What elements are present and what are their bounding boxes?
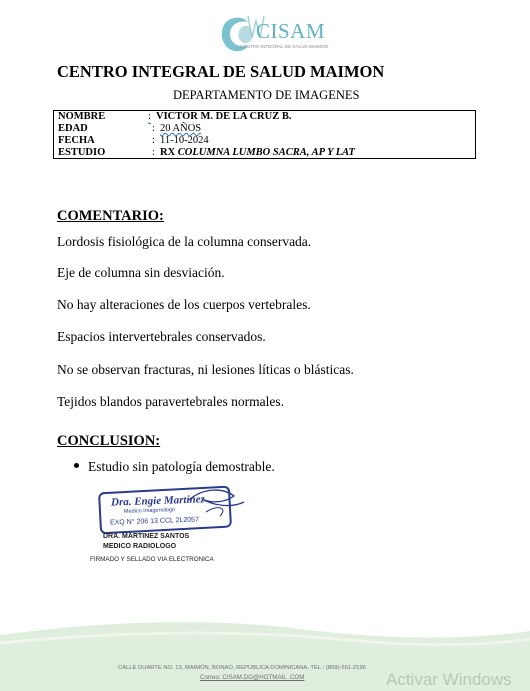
department-name: DEPARTAMENTO DE IMAGENES (173, 88, 360, 102)
comentario-line: No se observan fracturas, ni lesiones líticas o blásticas. (57, 362, 354, 377)
estudio-value: COLUMNA LUMBO SACRA, AP Y LAT (177, 147, 355, 158)
doctor-name: DRA. MARTINEZ SANTOS (103, 533, 190, 540)
comentario-line: No hay alteraciones de los cuerpos vertebrales. (57, 297, 311, 312)
estudio-prefix: RX (160, 147, 176, 158)
patient-info-box (53, 110, 476, 159)
stamp-name: Dra. Engie Martinez (110, 493, 206, 509)
bullet-icon (74, 463, 79, 468)
activation-watermark: Activar Windows (386, 670, 512, 689)
doctor-title: MEDICO RADIOLOGO (103, 543, 177, 550)
fecha-colon: : (152, 135, 155, 146)
stamp-role: Medico Imagenologo (123, 507, 176, 515)
fecha-label: FECHA (58, 135, 95, 146)
footer-email: Correo: CISAM.DO@HOTMAIL .COM (200, 674, 305, 681)
estudio-value-group (160, 147, 355, 159)
center-name: CENTRO INTEGRAL DE SALUD MAIMON (57, 62, 385, 81)
logo-title: CISAM (256, 19, 326, 43)
edad-label: EDAD (58, 123, 88, 134)
stamp-registration: EXQ N° 206 13 CCL 2L2057 (109, 516, 200, 527)
comentario-line: Eje de columna sin desviación. (57, 265, 225, 280)
fecha-value: 11-10-2024 (160, 135, 209, 146)
edad-value: 20 AÑOS (160, 123, 202, 134)
conclusion-heading: CONCLUSION: (57, 433, 161, 449)
nombre-value: VICTOR M. DE LA CRUZ B. (156, 111, 292, 122)
comentario-heading: COMENTARIO: (57, 208, 164, 224)
comentario-line: Lordosis fisiológica de la columna conservada. (57, 234, 312, 249)
footer-address: CALLE DUARTE NO. 13, MAIMÓN, BONAO, REPUBLICA DOMINICANA, TEL.: (809)-551-2196 (118, 665, 366, 671)
estudio-colon: : (152, 147, 155, 158)
comentario-line: Tejidos blandos paravertebrales normales. (57, 394, 284, 409)
estudio-label: ESTUDIO (58, 147, 106, 158)
nombre-label: NOMBRE (58, 111, 106, 122)
comentario-line: Espacios intervertebrales conservados. (57, 329, 266, 344)
signature-note: FIRMADO Y SELLADO VIA ELECTRONICA (90, 556, 214, 563)
logo-subtitle: CENTRO INTEGRAL DE SALUD MAIMON (240, 44, 328, 49)
edad-colon: : (152, 123, 155, 134)
conclusion-item: Estudio sin patología demostrable. (88, 459, 275, 474)
nombre-colon: : (148, 111, 151, 122)
